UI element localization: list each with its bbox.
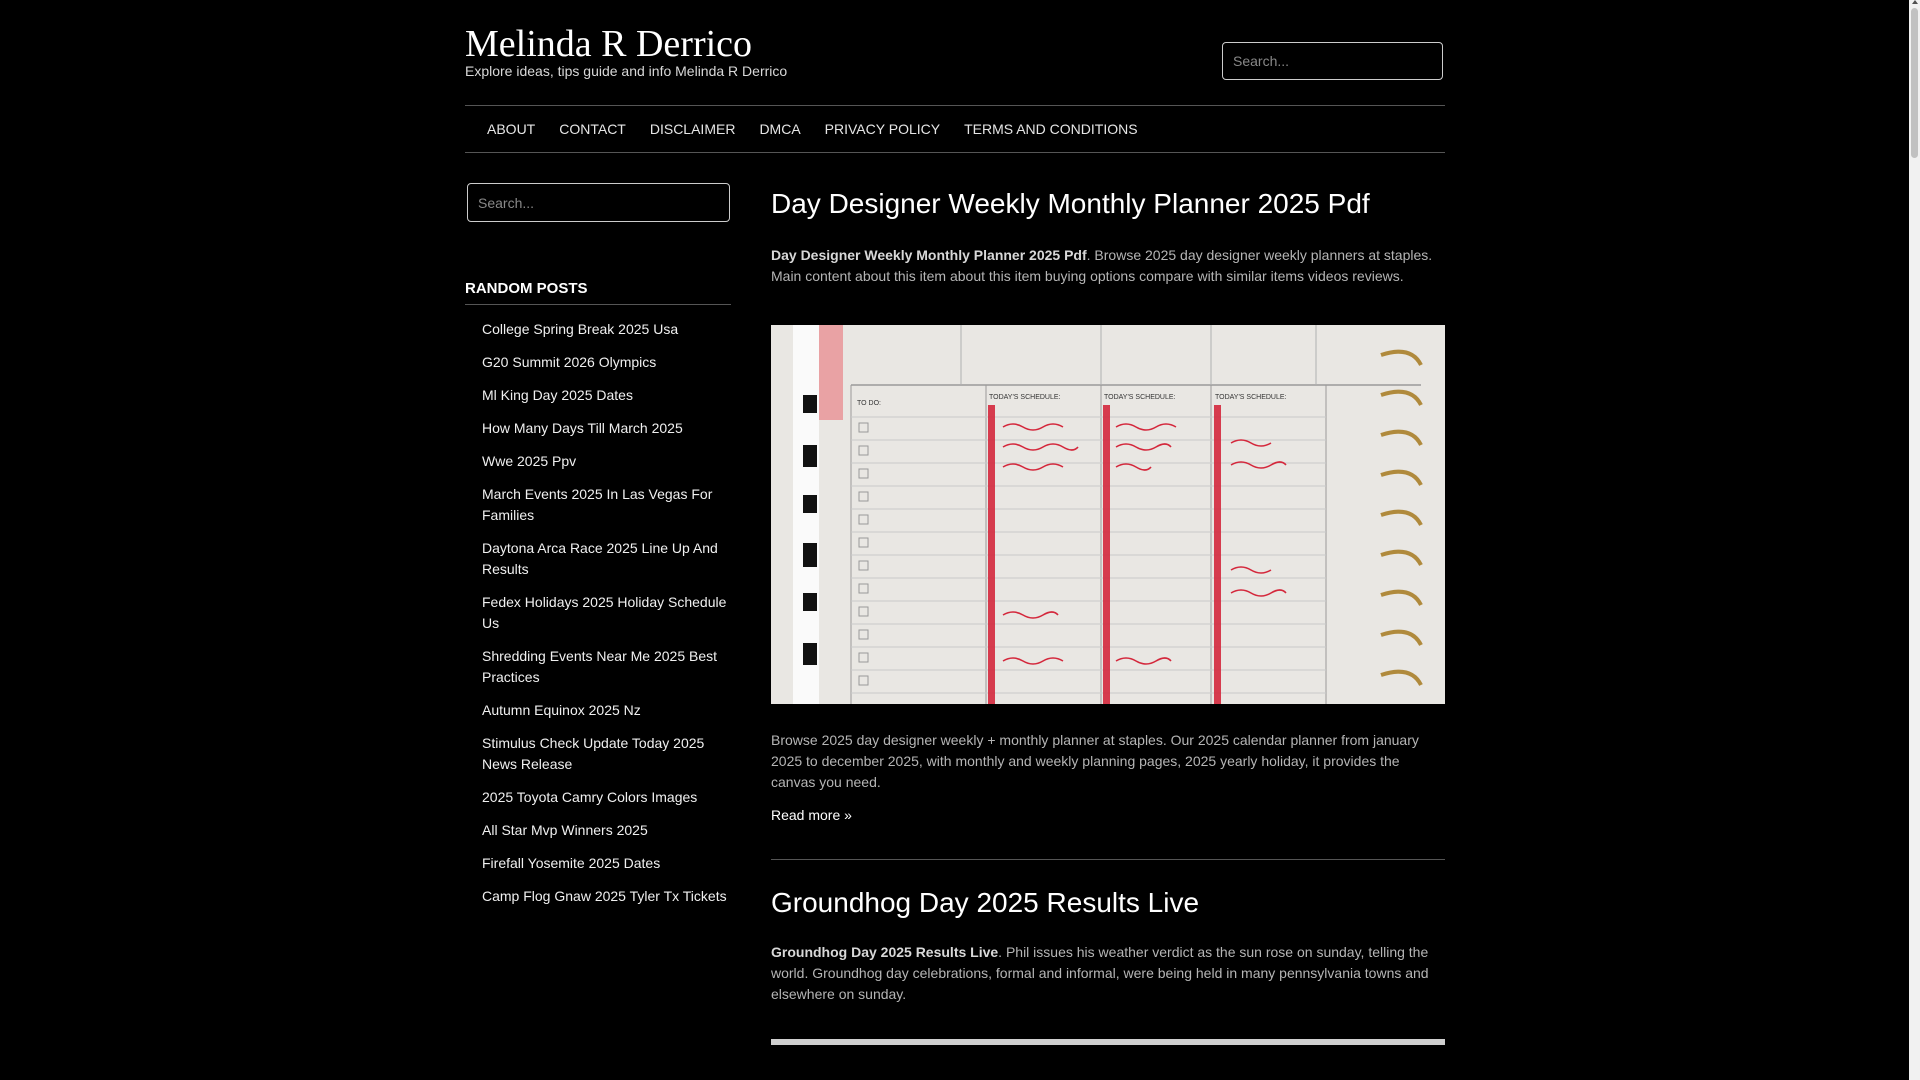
random-post-link[interactable]: Camp Flog Gnaw 2025 Tyler Tx Tickets — [482, 888, 727, 904]
list-item — [465, 694, 731, 727]
nav-disclaimer[interactable]: DISCLAIMER — [649, 121, 736, 137]
nav-contact[interactable]: CONTACT — [559, 121, 626, 137]
header-search-input[interactable] — [1222, 42, 1443, 80]
post-article — [771, 882, 1445, 1045]
planner-image[interactable] — [771, 325, 1445, 704]
post-intro-text: . Browse 2025 day designer weekly planners at staples. Main content about this item about this item buying options compare with similar items videos reviews. — [771, 247, 1433, 284]
list-item — [465, 478, 731, 532]
list-item — [465, 379, 731, 412]
random-post-link[interactable]: Shredding Events Near Me 2025 Best Practices — [482, 648, 718, 685]
post-divider — [771, 859, 1445, 860]
random-post-link[interactable]: March Events 2025 In Las Vegas For Families — [482, 486, 713, 523]
nav-dmca[interactable]: DMCA — [759, 121, 801, 137]
page-scrollbar[interactable] — [1909, 0, 1920, 1080]
random-post-link[interactable]: Firefall Yosemite 2025 Dates — [482, 855, 661, 871]
random-post-link[interactable]: Stimulus Check Update Today 2025 News Release — [482, 735, 705, 772]
planner-header-schedule-3: TODAY'S SCHEDULE: — [1215, 394, 1287, 401]
site-title[interactable]: Melinda R Derrico — [465, 23, 753, 65]
post-excerpt: Browse 2025 day designer weekly + monthly planner at staples. Our 2025 calendar planner from january 2025 to december 2025, with monthly and weekly planning pages, 2025 yearly holiday, it provides the canvas you need. — [771, 732, 1419, 790]
list-item — [465, 412, 731, 445]
random-post-link[interactable]: College Spring Break 2025 Usa — [482, 321, 679, 337]
list-item — [465, 640, 731, 694]
random-post-link[interactable]: Ml King Day 2025 Dates — [482, 387, 633, 403]
post-image-top-edge[interactable] — [771, 1039, 1445, 1045]
list-item — [465, 586, 731, 640]
random-post-link[interactable]: Autumn Equinox 2025 Nz — [482, 702, 641, 718]
random-posts-list — [465, 313, 731, 913]
list-item — [465, 346, 731, 379]
nav-about[interactable]: ABOUT — [487, 121, 536, 137]
planner-header-schedule-1: TODAY'S SCHEDULE: — [989, 394, 1061, 401]
planner-photo-illustration — [771, 325, 1445, 704]
list-item — [465, 445, 731, 478]
list-item — [465, 814, 731, 847]
site-description: Explore ideas, tips guide and info Melinda R Derrico — [465, 63, 788, 79]
random-posts-heading: RANDOM POSTS — [465, 280, 731, 305]
scrollbar-thumb[interactable] — [1911, 8, 1918, 158]
main-nav — [465, 105, 1445, 153]
post-intro-bold: Groundhog Day 2025 Results Live — [771, 944, 999, 960]
random-post-link[interactable]: Daytona Arca Race 2025 Line Up And Results — [482, 540, 718, 577]
random-post-link[interactable]: 2025 Toyota Camry Colors Images — [482, 789, 698, 805]
post-article — [771, 183, 1445, 825]
post-intro-text: . Phil issues his weather verdict as the sun rose on sunday, telling the world. Groundhog day celebrations, formal and informal, were being held in many pennsylvania towns and elsewhere on sunday. — [771, 944, 1429, 1002]
list-item — [465, 727, 731, 781]
scroll-up-arrow-icon[interactable] — [1912, 0, 1918, 4]
random-post-link[interactable]: Wwe 2025 Ppv — [482, 453, 577, 469]
list-item — [465, 781, 731, 814]
random-post-link[interactable]: All Star Mvp Winners 2025 — [482, 822, 648, 838]
post-title[interactable]: Day Designer Weekly Monthly Planner 2025 Pdf — [771, 188, 1370, 219]
random-post-link[interactable]: Fedex Holidays 2025 Holiday Schedule Us — [482, 594, 727, 631]
random-post-link[interactable]: G20 Summit 2026 Olympics — [482, 354, 657, 370]
post-intro — [771, 942, 1445, 1005]
planner-header-todo: TO DO: — [857, 400, 881, 407]
post-intro-bold: Day Designer Weekly Monthly Planner 2025 Pdf — [771, 247, 1087, 263]
random-post-link[interactable]: How Many Days Till March 2025 — [482, 420, 683, 436]
double-chevron-right-icon: » — [844, 807, 852, 823]
read-more-label: Read more — [771, 807, 841, 823]
list-item — [465, 880, 731, 913]
planner-header-schedule-2: TODAY'S SCHEDULE: — [1104, 394, 1176, 401]
list-item — [465, 532, 731, 586]
main-content — [771, 183, 1445, 1045]
read-more-link[interactable] — [771, 807, 852, 823]
post-intro — [771, 245, 1445, 287]
list-item — [465, 847, 731, 880]
sidebar — [465, 183, 731, 913]
list-item — [465, 313, 731, 346]
sidebar-search-input[interactable] — [467, 183, 730, 222]
nav-terms-and-conditions[interactable]: TERMS AND CONDITIONS — [964, 121, 1138, 137]
nav-privacy-policy[interactable]: PRIVACY POLICY — [824, 121, 941, 137]
post-title[interactable]: Groundhog Day 2025 Results Live — [771, 887, 1200, 918]
